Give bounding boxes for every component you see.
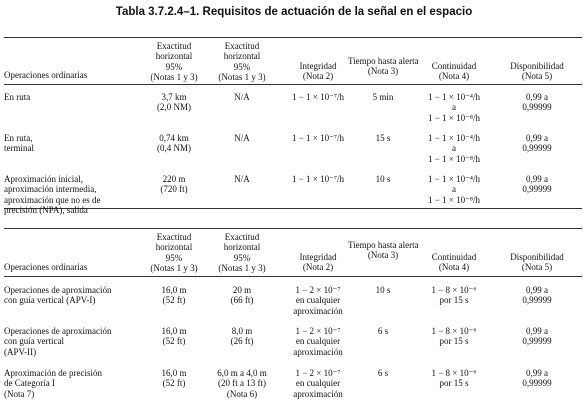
- t2r2-operation: Operaciones de aproximación con guía vertical (APV-II): [4, 326, 112, 357]
- t2-header-accuracy-v: Exactitud horizontal 95% (Notas 1 y 3): [218, 232, 266, 274]
- t1r3-integrity: 1 − 1 × 10⁻⁷/h: [291, 174, 345, 184]
- t2r1-accuracy-v: 20 m (66 ft): [230, 285, 254, 306]
- t1-header-accuracy-v: Exactitud horizontal 95% (Notas 1 y 3): [218, 41, 266, 83]
- t1-header-time-to-alert: Tiempo hasta alerta (Nota 3): [348, 56, 419, 77]
- t2r2-availability: 0,99 a 0,99999: [522, 326, 552, 347]
- table-title: Tabla 3.7.2.4–1. Requisitos de actuación de la señal en el espacio: [115, 6, 473, 18]
- t1r3-operation: Aproximación inicial, aproximación intermedia, aproximación que no es de precisión (NPA), salida: [4, 174, 101, 216]
- t1-header-integrity: Integridad (Nota 2): [299, 61, 337, 82]
- t2r3-accuracy-v: 6,0 m a 4,0 m (20 ft a 13 ft) (Nota 6): [217, 368, 267, 399]
- t2r1-accuracy-h: 16,0 m (52 ft): [161, 285, 187, 306]
- t1r1-integrity: 1 − 1 × 10⁻⁷/h: [291, 92, 345, 102]
- t2r1-time-to-alert: 10 s: [375, 285, 391, 295]
- t2-header-accuracy-h: Exactitud horizontal 95% (Notas 1 y 3): [150, 232, 198, 274]
- t2r2-accuracy-v: 8,0 m (26 ft): [230, 326, 254, 347]
- t1r1-accuracy-h: 3,7 km (2,0 NM): [157, 92, 191, 113]
- table1-top-rule: [4, 37, 582, 38]
- t2r1-operation: Operaciones de aproximación con guía vertical (APV-I): [4, 285, 112, 306]
- t1-header-availability: Disponibilidad (Nota 5): [510, 61, 564, 82]
- t1r1-time-to-alert: 5 min: [372, 92, 394, 102]
- t1r1-accuracy-v: N/A: [234, 92, 250, 102]
- t2r2-time-to-alert: 6 s: [377, 326, 389, 336]
- t2r3-operation: Aproximación de precisión de Categoría I (Nota 7): [4, 368, 102, 399]
- t1r1-operation: En ruta: [4, 92, 31, 102]
- t2r3-availability: 0,99 a 0,99999: [522, 368, 552, 389]
- t2r2-integrity: 1 − 2 × 10⁻⁷ en cualquier aproximación: [293, 326, 343, 357]
- table2-header-rule: [4, 276, 582, 277]
- table1-header-rule: [4, 84, 582, 85]
- t2-header-time-to-alert: Tiempo hasta alerta (Nota 3): [348, 240, 419, 261]
- t1r2-availability: 0,99 a 0,99999: [522, 133, 552, 154]
- t1r3-continuity: 1 − 1 × 10⁻⁴/h a 1 − 1 × 10⁻⁸/h: [427, 174, 481, 205]
- t2r3-time-to-alert: 6 s: [377, 368, 389, 378]
- table2-top-rule: [4, 228, 582, 229]
- t2r1-availability: 0,99 a 0,99999: [522, 285, 552, 306]
- t1-header-operations: Operaciones ordinarias: [4, 70, 88, 80]
- t1-header-accuracy-h: Exactitud horizontal 95% (Notas 1 y 3): [150, 41, 198, 83]
- t1r2-accuracy-v: N/A: [234, 133, 250, 143]
- t1r1-continuity: 1 − 1 × 10⁻⁴/h a 1 − 1 × 10⁻⁸/h: [427, 92, 481, 123]
- t1r2-integrity: 1 − 1 × 10⁻⁷/h: [291, 133, 345, 143]
- t1r2-time-to-alert: 15 s: [375, 133, 391, 143]
- t1r3-time-to-alert: 10 s: [375, 174, 391, 184]
- t2r3-continuity: 1 − 8 × 10⁻⁶ por 15 s: [431, 368, 477, 389]
- t2r3-accuracy-h: 16,0 m (52 ft): [161, 368, 187, 389]
- t2r2-continuity: 1 − 8 × 10⁻⁶ por 15 s: [431, 326, 477, 347]
- t1r3-accuracy-h: 220 m (720 ft): [160, 174, 188, 195]
- t2r1-integrity: 1 − 2 × 10⁻⁷ en cualquier aproximación: [293, 285, 343, 316]
- t2-header-availability: Disponibilidad (Nota 5): [510, 252, 564, 273]
- t2-header-continuity: Continuidad (Nota 4): [431, 252, 477, 273]
- t2-header-integrity: Integridad (Nota 2): [299, 252, 337, 273]
- t1r2-continuity: 1 − 1 × 10⁻⁴/h a 1 − 1 × 10⁻⁸/h: [427, 133, 481, 164]
- t2r2-accuracy-h: 16,0 m (52 ft): [161, 326, 187, 347]
- t2r1-continuity: 1 − 8 × 10⁻⁶ por 15 s: [431, 285, 477, 306]
- t1r3-accuracy-v: N/A: [234, 174, 250, 184]
- t1-header-continuity: Continuidad (Nota 4): [431, 61, 477, 82]
- t1r2-operation: En ruta, terminal: [4, 133, 34, 154]
- t1r2-accuracy-h: 0,74 km (0,4 NM): [157, 133, 191, 154]
- t1r1-availability: 0,99 a 0,99999: [522, 92, 552, 113]
- t1r3-availability: 0,99 a 0,99999: [522, 174, 552, 195]
- t2r3-integrity: 1 − 2 × 10⁻⁷ en cualquier aproximación: [293, 368, 343, 399]
- t2-header-operations: Operaciones ordinarias: [4, 262, 88, 272]
